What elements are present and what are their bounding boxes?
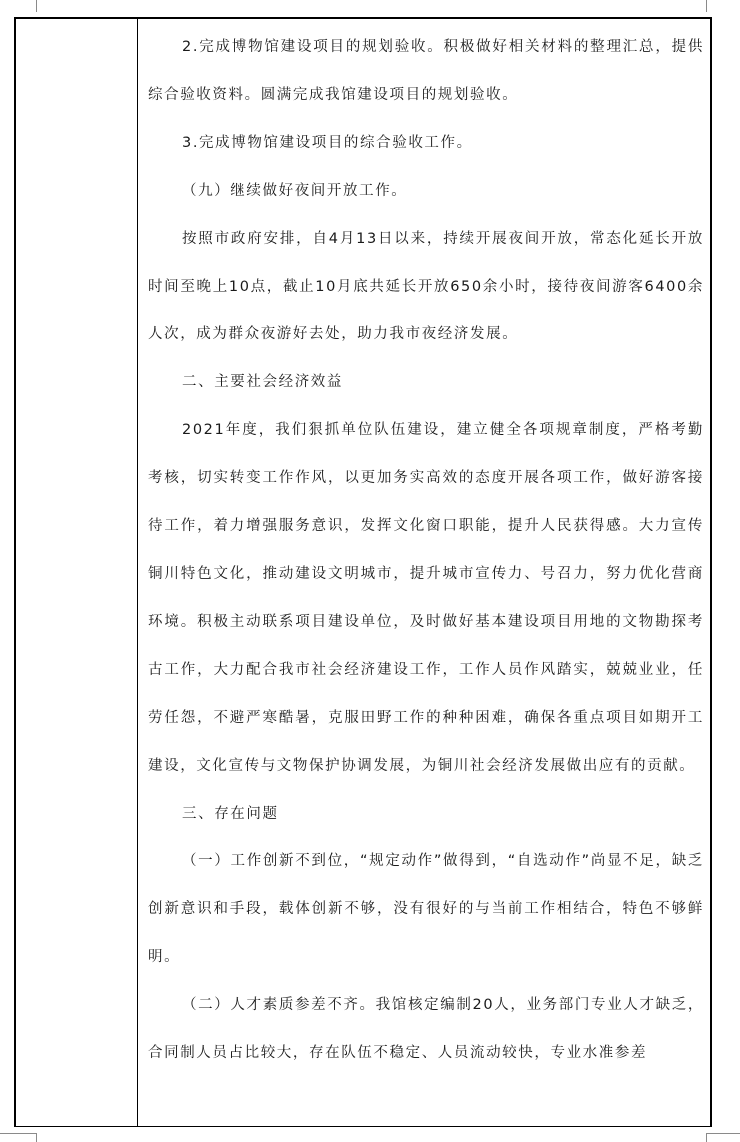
section-heading-problems: 三、存在问题 (182, 805, 279, 822)
table-border-left (14, 17, 16, 1127)
paragraph-problem-innovation: （一）工作创新不到位，“规定动作”做得到，“自选动作”尚显不足，缺乏创新意识和手段，载体创新不够，没有很好的与当前工作相结合，特色不够鲜明。 (148, 853, 704, 966)
section-heading-night-opening: （九）继续做好夜间开放工作。 (182, 182, 408, 199)
paragraph-planning-acceptance: 2.完成博物馆建设项目的规划验收。积极做好相关材料的整理汇总，提供综合验收资料。圆满完成我馆建设项目的规划验收。 (148, 39, 704, 103)
table-border-bottom (14, 1126, 712, 1127)
table-column-divider (137, 17, 138, 1127)
crop-mark-bottom-right-v (706, 1133, 707, 1142)
paragraph-night-opening: 按照市政府安排，自4月13日以来，持续开展夜间开放，常态化延长开放时间至晚上10点，截止10月底共延长开放650余小时，接待夜间游客6400余人次，成为群众夜游好去处，助力我市夜经济发展。 (148, 230, 704, 343)
crop-mark-top-left-v (36, 0, 37, 12)
paragraph-comprehensive-acceptance: 3.完成博物馆建设项目的综合验收工作。 (182, 134, 473, 151)
crop-mark-bottom-left-h (0, 1133, 36, 1134)
paragraph-problem-talent: （二）人才素质参差不齐。我馆核定编制20人，业务部门专业人才缺乏，合同制人员占比较大，存在队伍不稳定、人员流动较快，专业水准参差 (148, 997, 704, 1062)
paragraph-benefits: 2021年度，我们狠抓单位队伍建设，建立健全各项规章制度，严格考勤考核，切实转变工作作风，以更加务实高效的态度开展各项工作，做好游客接待工作，着力增强服务意识，发挥文化窗口职能，提升人民获得感。大力宣传铜川特色文化，推动建设文明城市，提升城市宣传力、号召力，努力优化营商环境。积极主动联系项目建设单位，及时做好基本建设项目用地的文物勘探考古工作，大力配合我市社会经济建设工作，工作人员作风踏实，兢兢业业，任劳任怨，不避严寒酷暑，克服田野工作的种种困难，确保各重点项目如期开工建设，文化宣传与文物保护协调发展，为铜川社会经济发展做出应有的贡献。 (148, 422, 704, 774)
crop-mark-bottom-left-v (36, 1133, 37, 1142)
crop-mark-bottom-right-h (706, 1133, 740, 1134)
crop-mark-top-right-v (706, 0, 707, 12)
table-border-top (14, 17, 712, 19)
table-content-cell (148, 24, 704, 1078)
section-heading-benefits: 二、主要社会经济效益 (182, 374, 343, 391)
table-border-right (710, 17, 712, 1127)
